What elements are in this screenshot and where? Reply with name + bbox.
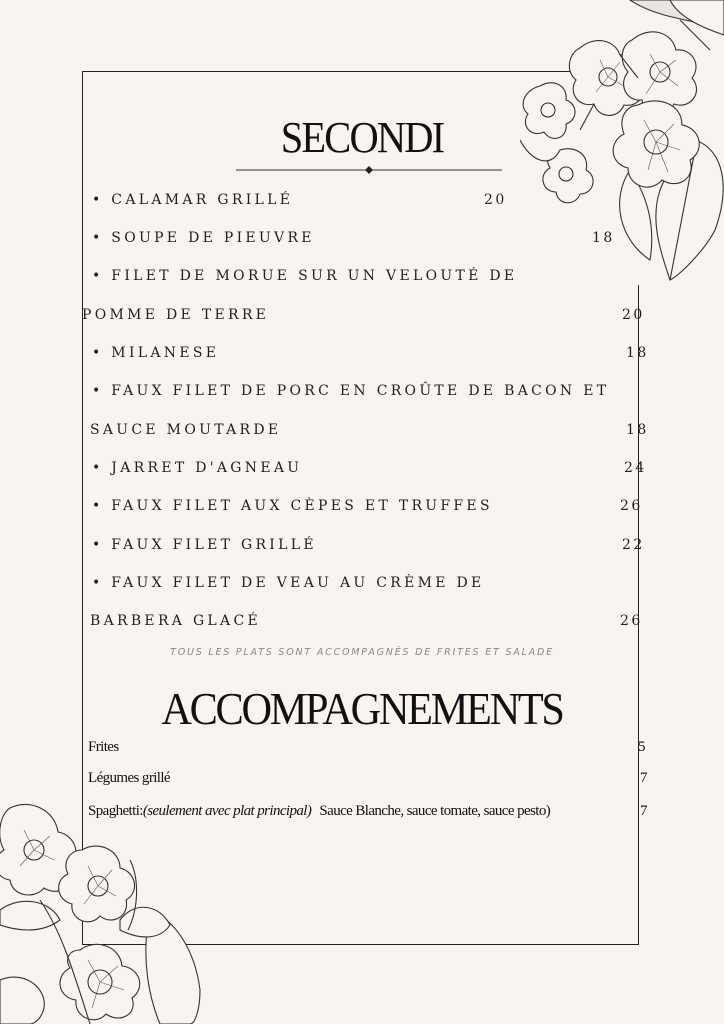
item-detail: Sauce Blanche, sauce tomate, sauce pesto) — [316, 803, 551, 819]
item-price: 20 — [484, 192, 507, 208]
list-item-continuation: BARBERA GLACÉ — [90, 613, 261, 629]
item-price: 7 — [640, 803, 648, 819]
list-item — [88, 770, 170, 787]
title-divider — [236, 166, 502, 174]
item-name: Frites — [88, 739, 119, 755]
list-item: • SOUPE DE PIEUVRE — [92, 230, 315, 246]
item-price: 18 — [626, 422, 649, 438]
item-price: 18 — [592, 230, 615, 246]
item-price: 26 — [620, 613, 643, 629]
item-name: Légumes grillé — [88, 770, 170, 786]
list-item: • FAUX FILET AUX CÈPES ET TRUFFES — [92, 498, 493, 514]
list-item: • JARRET D'AGNEAU — [92, 460, 303, 476]
item-price: 7 — [640, 770, 648, 786]
list-item: • FAUX FILET DE VEAU AU CRÈME DE — [92, 575, 485, 591]
item-price: 18 — [626, 345, 649, 361]
secondi-note: TOUS LES PLATS SONT ACCOMPAGNÉS DE FRITES ET SALADE — [170, 647, 554, 658]
list-item-continuation: POMME DE TERRE — [82, 307, 270, 323]
list-item: • FILET DE MORUE SUR UN VELOUTÉ DE — [92, 268, 518, 284]
list-item: • FAUX FILET DE PORC EN CROÛTE DE BACON ET — [92, 383, 610, 399]
list-item: • CALAMAR GRILLÉ — [92, 192, 294, 208]
floral-illustration-icon — [0, 800, 220, 1024]
item-price: 20 — [622, 307, 645, 323]
list-item: • FAUX FILET GRILLÉ — [92, 537, 317, 553]
section-title-secondi: SECONDI — [280, 113, 444, 162]
list-item: • MILANESE — [92, 345, 220, 361]
list-item-continuation: SAUCE MOUTARDE — [90, 422, 282, 438]
list-item — [88, 803, 550, 820]
item-price: 26 — [620, 498, 643, 514]
list-item — [88, 739, 119, 756]
item-price: 5 — [638, 739, 646, 755]
item-qualifier: (seulement avec plat principal) — [142, 803, 312, 819]
section-title-accompagnements: ACCOMPAGNEMENTS — [161, 683, 563, 734]
item-price: 22 — [622, 537, 645, 553]
item-price: 24 — [624, 460, 647, 476]
item-name: Spaghetti: — [88, 803, 143, 819]
